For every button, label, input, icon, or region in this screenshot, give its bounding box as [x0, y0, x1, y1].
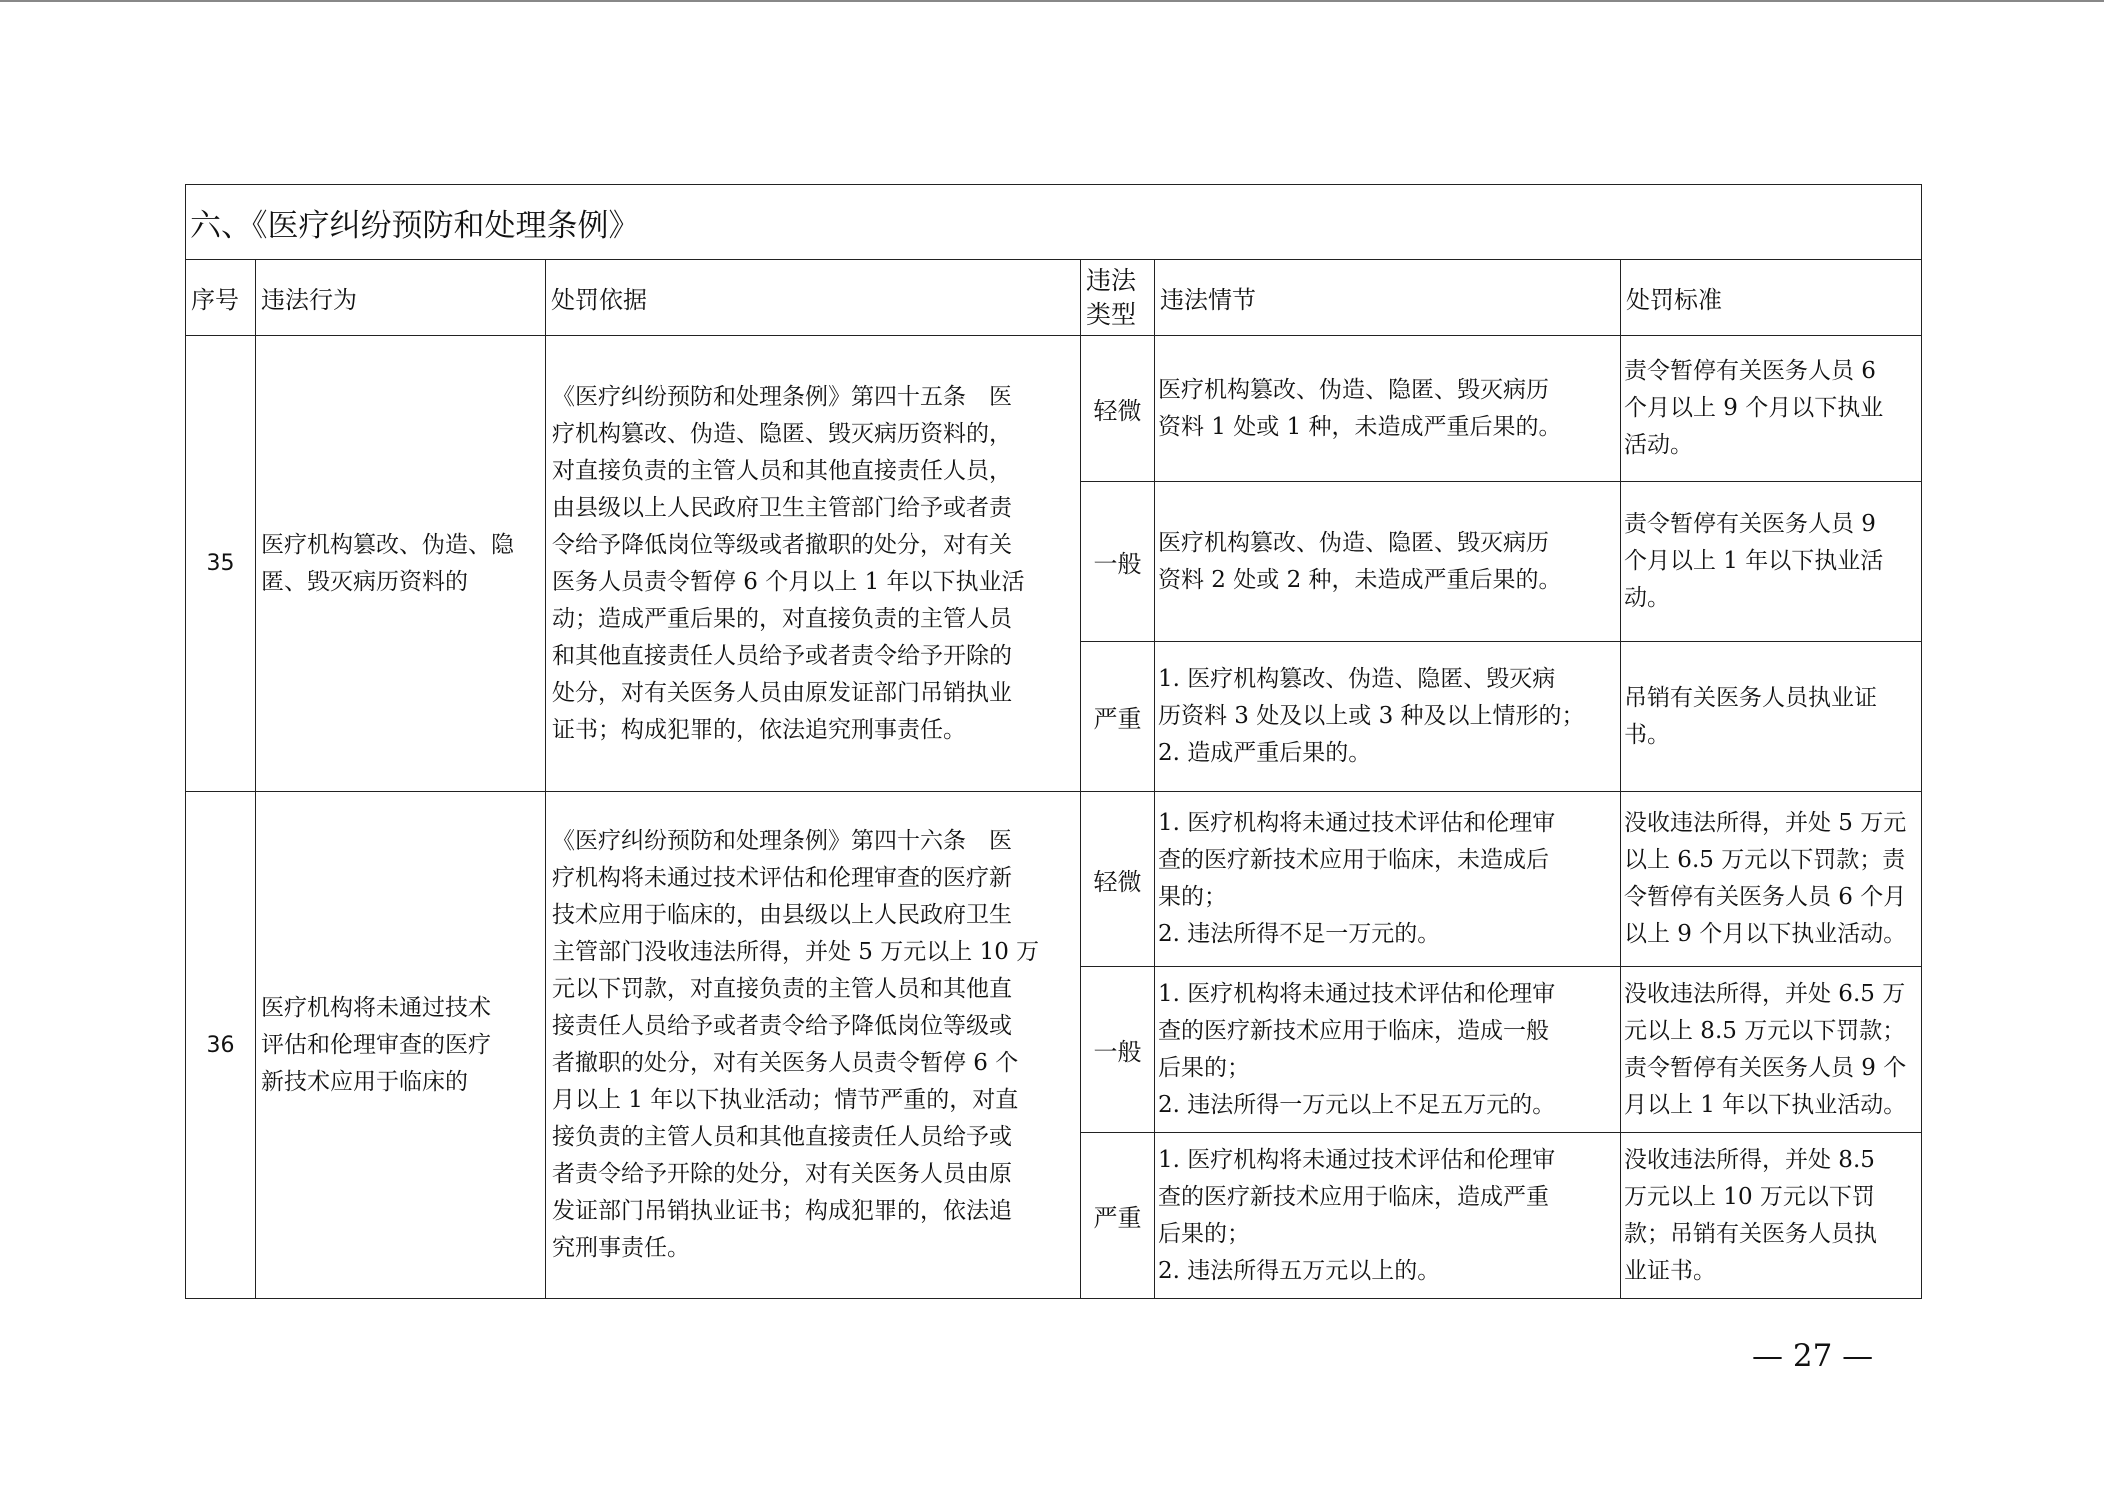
violation-details	[1155, 792, 1621, 967]
standard-line: 没收违法所得，并处 8.5	[1624, 1146, 1875, 1173]
page-number: — 27 —	[1752, 1338, 1874, 1374]
basis-line: 疗机构篡改、伪造、隐匿、毁灭病历资料的，	[552, 420, 1012, 447]
basis-line: 《医疗纠纷预防和处理条例》第四十五条 医	[552, 383, 1012, 410]
header-standard: 处罚标准	[1621, 260, 1922, 336]
standard-line: 没收违法所得，并处 5 万元	[1624, 810, 1907, 836]
record-behavior	[256, 792, 546, 1299]
header-row	[186, 260, 1922, 336]
details-line: 1. 医疗机构将未通过技术评估和伦理审	[1158, 980, 1556, 1007]
violation-type: 一般	[1081, 967, 1155, 1133]
details-line: 1. 医疗机构将未通过技术评估和伦理审	[1158, 1146, 1556, 1173]
basis-line: 主管部门没收违法所得，并处 5 万元以上 10 万	[552, 939, 1040, 965]
section-title: 六、《医疗纠纷预防和处理条例》	[186, 185, 1922, 260]
violation-details	[1155, 482, 1621, 642]
basis-line: 接负责的主管人员和其他直接责任人员给予或	[552, 1124, 1012, 1150]
header-basis: 处罚依据	[546, 260, 1081, 336]
details-line: 1. 医疗机构将未通过技术评估和伦理审	[1158, 810, 1556, 836]
violation-type: 轻微	[1081, 336, 1155, 482]
violation-type: 一般	[1081, 482, 1155, 642]
record-seq: 35	[186, 336, 256, 792]
basis-line: 医务人员责令暂停 6 个月以上 1 年以下执业活	[552, 568, 1025, 595]
record-basis	[546, 792, 1081, 1299]
basis-line: 究刑事责任。	[552, 1235, 690, 1261]
record-seq: 36	[186, 792, 256, 1299]
behavior-line: 医疗机构篡改、伪造、隐	[261, 531, 514, 558]
details-line: 2. 造成严重后果的。	[1158, 740, 1372, 766]
details-line: 2. 违法所得不足一万元的。	[1158, 921, 1441, 947]
header-seq: 序号	[186, 260, 256, 336]
standard-line: 责令暂停有关医务人员 9 个	[1624, 1054, 1907, 1081]
basis-line: 令给予降低岗位等级或者撤职的处分，对有关	[552, 531, 1012, 558]
table-body	[186, 185, 1922, 1299]
header-type-line: 类型	[1086, 299, 1137, 329]
violation-details	[1155, 642, 1621, 792]
standard-line: 活动。	[1624, 432, 1693, 458]
details-line: 后果的；	[1158, 1054, 1250, 1081]
behavior-line: 匿、毁灭病历资料的	[261, 568, 468, 595]
header-type-line: 违法	[1086, 265, 1137, 295]
basis-line: 《医疗纠纷预防和处理条例》第四十六条 医	[552, 828, 1012, 854]
details-line: 医疗机构篡改、伪造、隐匿、毁灭病历	[1158, 529, 1549, 556]
details-line: 医疗机构篡改、伪造、隐匿、毁灭病历	[1158, 376, 1549, 403]
basis-line: 处分，对有关医务人员由原发证部门吊销执业	[552, 679, 1012, 706]
standard-line: 以上 9 个月以下执业活动。	[1624, 921, 1907, 947]
details-line: 2. 违法所得五万元以上的。	[1158, 1257, 1441, 1284]
penalty-standard	[1621, 336, 1922, 482]
behavior-line: 新技术应用于临床的	[261, 1068, 468, 1095]
basis-line: 证书；构成犯罪的，依法追究刑事责任。	[552, 716, 966, 743]
penalty-standard	[1621, 482, 1922, 642]
header-type	[1081, 260, 1155, 336]
basis-line: 者责令给予开除的处分，对有关医务人员由原	[552, 1161, 1012, 1187]
details-line: 1. 医疗机构篡改、伪造、隐匿、毁灭病	[1158, 666, 1556, 692]
penalty-standard	[1621, 642, 1922, 792]
behavior-line: 评估和伦理审查的医疗	[261, 1031, 491, 1058]
basis-line: 者撤职的处分，对有关医务人员责令暂停 6 个	[552, 1050, 1019, 1076]
basis-line: 技术应用于临床的，由县级以上人民政府卫生	[552, 902, 1012, 928]
standard-line: 动。	[1624, 585, 1670, 611]
record-row	[186, 792, 1922, 967]
details-line: 果的；	[1158, 884, 1227, 910]
basis-line: 疗机构将未通过技术评估和伦理审查的医疗新	[552, 865, 1012, 891]
penalty-standard	[1621, 792, 1922, 967]
behavior-line: 医疗机构将未通过技术	[261, 994, 491, 1021]
basis-line: 接责任人员给予或者责令给予降低岗位等级或	[552, 1013, 1012, 1039]
details-line: 查的医疗新技术应用于临床，造成严重	[1158, 1183, 1549, 1210]
details-line: 资料 2 处或 2 种，未造成严重后果的。	[1158, 566, 1562, 593]
record-behavior	[256, 336, 546, 792]
record-row	[186, 336, 1922, 482]
standard-line: 没收违法所得，并处 6.5 万	[1624, 980, 1906, 1007]
basis-line: 和其他直接责任人员给予或者责令给予开除的	[552, 642, 1012, 669]
record-basis	[546, 336, 1081, 792]
details-line: 资料 1 处或 1 种，未造成严重后果的。	[1158, 413, 1562, 440]
standard-line: 责令暂停有关医务人员 9	[1624, 511, 1876, 537]
header-details: 违法情节	[1155, 260, 1621, 336]
basis-line: 发证部门吊销执业证书；构成犯罪的，依法追	[552, 1198, 1012, 1224]
basis-line: 元以下罚款，对直接负责的主管人员和其他直	[552, 976, 1012, 1002]
standard-line: 元以上 8.5 万元以下罚款；	[1624, 1017, 1906, 1044]
basis-line: 动；造成严重后果的，对直接负责的主管人员	[552, 605, 1012, 632]
basis-line: 由县级以上人民政府卫生主管部门给予或者责	[552, 494, 1012, 521]
penalty-standard	[1621, 967, 1922, 1133]
details-line: 历资料 3 处及以上或 3 种及以上情形的；	[1158, 703, 1585, 729]
violation-type: 严重	[1081, 1133, 1155, 1299]
violation-details	[1155, 1133, 1621, 1299]
standard-line: 以上 6.5 万元以下罚款；责	[1624, 847, 1906, 873]
basis-line: 月以上 1 年以下执业活动；情节严重的，对直	[552, 1087, 1019, 1113]
standard-line: 万元以上 10 万元以下罚	[1624, 1183, 1875, 1210]
basis-line: 对直接负责的主管人员和其他直接责任人员，	[552, 457, 1012, 484]
standard-line: 吊销有关医务人员执业证	[1624, 684, 1877, 711]
details-line: 查的医疗新技术应用于临床，造成一般	[1158, 1017, 1549, 1044]
details-line: 查的医疗新技术应用于临床，未造成后	[1158, 847, 1549, 873]
header-behavior: 违法行为	[256, 260, 546, 336]
standard-line: 个月以上 9 个月以下执业	[1624, 395, 1884, 421]
standard-line: 款；吊销有关医务人员执	[1624, 1220, 1877, 1247]
standard-line: 书。	[1624, 721, 1670, 748]
details-line: 后果的；	[1158, 1220, 1250, 1247]
standard-line: 月以上 1 年以下执业活动。	[1624, 1091, 1907, 1118]
violation-details	[1155, 967, 1621, 1133]
details-line: 2. 违法所得一万元以上不足五万元的。	[1158, 1091, 1556, 1118]
top-rule	[0, 0, 2104, 2]
standard-line: 业证书。	[1624, 1257, 1716, 1284]
violation-type: 严重	[1081, 642, 1155, 792]
violation-details	[1155, 336, 1621, 482]
section-title-row	[186, 185, 1922, 260]
penalty-table	[185, 184, 1922, 1299]
standard-line: 个月以上 1 年以下执业活	[1624, 548, 1884, 574]
standard-line: 责令暂停有关医务人员 6	[1624, 358, 1876, 384]
violation-type: 轻微	[1081, 792, 1155, 967]
penalty-standard	[1621, 1133, 1922, 1299]
standard-line: 令暂停有关医务人员 6 个月	[1624, 884, 1907, 910]
